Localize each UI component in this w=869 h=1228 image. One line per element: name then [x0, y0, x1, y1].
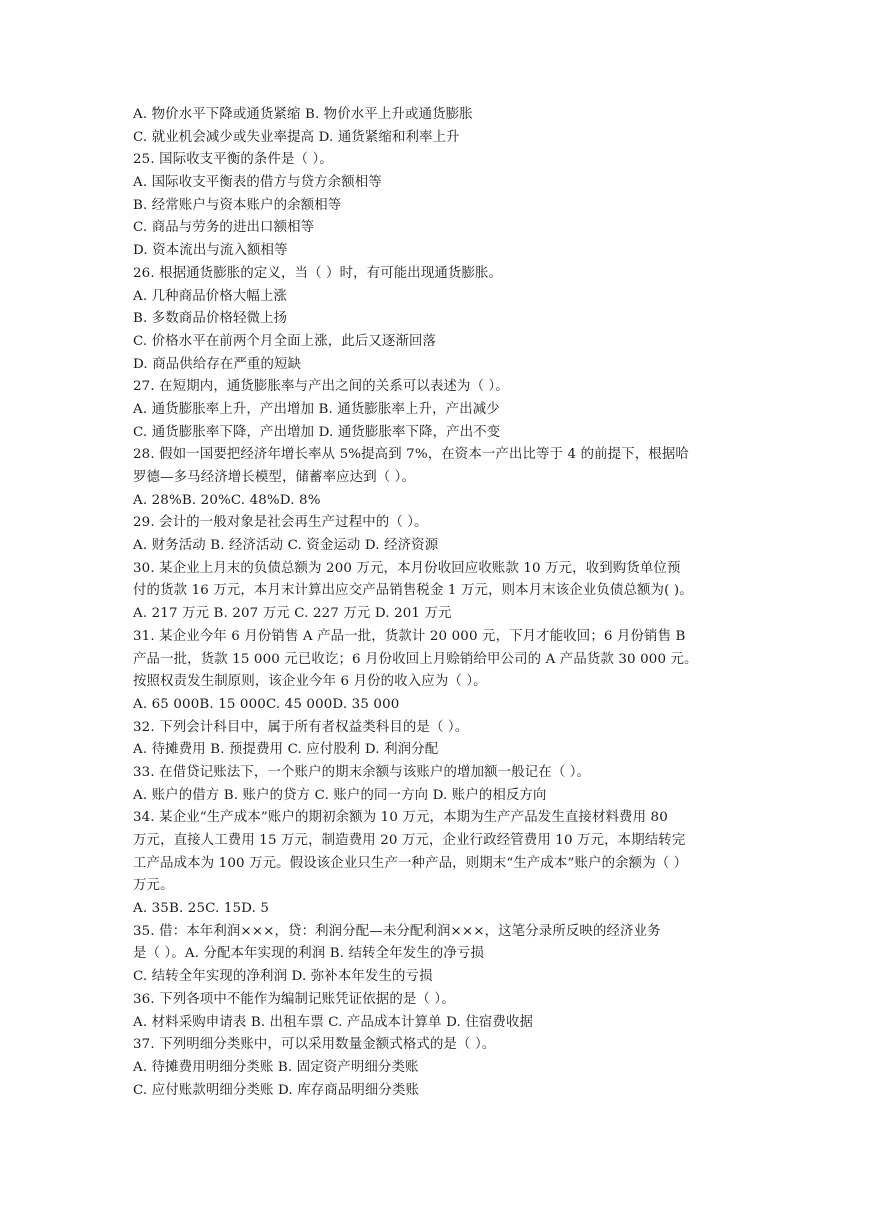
text-line: 27. 在短期内，通货膨胀率与产出之间的关系可以表述为（ ）。 — [133, 379, 509, 395]
text-line: C. 结转全年实现的净利润 D. 弥补本年发生的亏损 — [133, 969, 433, 985]
text-line: C. 商品与劳务的进出口额相等 — [133, 220, 315, 236]
text-line: 25. 国际收支平衡的条件是（ ）。 — [133, 152, 333, 168]
text-line: A. 通货膨胀率上升，产出增加 B. 通货膨胀率上升，产出减少 — [133, 401, 500, 417]
text-line: A. 几种商品价格大幅上涨 — [133, 288, 288, 304]
text-line: A. 材料采购申请表 B. 出租车票 C. 产品成本计算单 D. 住宿费收据 — [133, 1014, 534, 1030]
text-line: 罗德—多马经济增长模型，储蓄率应达到（ ）。 — [133, 470, 416, 485]
text-line: A. 物价水平下降或通货紧缩 B. 物价水平上升或通货膨胀 — [133, 107, 473, 122]
text-line: A. 财务活动 B. 经济活动 C. 资金运动 D. 经济资源 — [133, 538, 439, 554]
text-line: C. 就业机会减少或失业率提高 D. 通货紧缩和利率上升 — [133, 129, 460, 145]
text-line: 34. 某企业“生产成本”账户的期初余额为 10 万元，本期为生产产品发生直接材料费用 80 — [133, 810, 668, 826]
text-line: D. 商品供给存在严重的短缺 — [133, 356, 302, 372]
text-line: A. 待摊费用明细分类账 B. 固定资产明细分类账 — [133, 1059, 419, 1075]
text-line: 付的货款 16 万元，本月末计算出应交产品销售税金 1 万元，则本月末该企业负债总额为( )。 — [133, 583, 693, 599]
text-line: 工产品成本为 100 万元。假设该企业只生产一种产品，则期末“生产成本”账户的余额为（ ） — [133, 855, 688, 871]
text-line: A. 待摊费用 B. 预提费用 C. 应付股利 D. 利润分配 — [133, 742, 439, 758]
text-line: A. 35B. 25C. 15D. 5 — [133, 901, 270, 917]
text-line: 32. 下列会计科目中，属于所有者权益类科目的是（ ）。 — [133, 719, 469, 735]
text-line: C. 价格水平在前两个月全面上涨，此后又逐渐回落 — [133, 333, 437, 349]
text-line: 35. 借：本年利润×××，贷：利润分配—未分配利润×××，这笔分录所反映的经济业务 — [133, 923, 661, 939]
text-line: 31. 某企业今年 6 月份销售 A 产品一批，货款计 20 000 元，下月才能收回；6 月份销售 B — [133, 628, 686, 644]
text-line: 万元。 — [133, 878, 174, 894]
text-line: 万元，直接人工费用 15 万元，制造费用 20 万元，企业行政经管费用 10 万元，本期结转完 — [133, 833, 686, 848]
text-line: B. 经常账户与资本账户的余额相等 — [133, 197, 342, 213]
text-line: 28. 假如一国要把经济年增长率从 5%提高到 7%，在资本一产出比等于 4 的前提下，根据哈 — [133, 447, 689, 463]
text-line: D. 资本流出与流入额相等 — [133, 243, 288, 259]
text-line: 30. 某企业上月末的负债总额为 200 万元，本月份收回应收账款 10 万元，收到购货单位预 — [133, 560, 681, 576]
text-line: 按照权责发生制原则，该企业今年 6 月份的收入应为（ ）。 — [133, 674, 487, 690]
text-line: 37. 下列明细分类账中，可以采用数量金额式格式的是（ ）。 — [133, 1037, 496, 1053]
text-line: 33. 在借贷记账法下，一个账户的期末余额与该账户的增加额一般记在（ ）。 — [133, 764, 591, 780]
text-line: B. 多数商品价格轻微上扬 — [133, 311, 288, 327]
text-line: 是（ ）。A. 分配本年实现的利润 B. 结转全年发生的净亏损 — [133, 946, 484, 962]
text-line: A. 账户的借方 B. 账户的贷方 C. 账户的同一方向 D. 账户的相反方向 — [133, 787, 547, 803]
text-line: 26. 根据通货膨胀的定义，当（ ）时，有可能出现通货膨胀。 — [133, 265, 503, 281]
document-body — [133, 104, 743, 1102]
text-line: C. 通货膨胀率下降，产出增加 D. 通货膨胀率下降，产出不变 — [133, 424, 501, 440]
text-line: 29. 会计的一般对象是社会再生产过程中的（ ）。 — [133, 515, 428, 531]
text-line: A. 217 万元 B. 207 万元 C. 227 万元 D. 201 万元 — [133, 606, 452, 622]
text-line: 36. 下列各项中不能作为编制记账凭证依据的是（ ）。 — [133, 991, 455, 1007]
text-line: 产品一批，货款 15 000 元已收讫；6 月份收回上月赊销给甲公司的 A 产品货款 30 000 元。 — [133, 651, 698, 667]
text-line: C. 应付账款明细分类账 D. 库存商品明细分类账 — [133, 1082, 420, 1098]
text-line: A. 国际收支平衡表的借方与贷方余额相等 — [133, 175, 382, 191]
text-line: A. 28%B. 20%C. 48%D. 8% — [133, 492, 321, 508]
text-line: A. 65 000B. 15 000C. 45 000D. 35 000 — [133, 696, 400, 712]
